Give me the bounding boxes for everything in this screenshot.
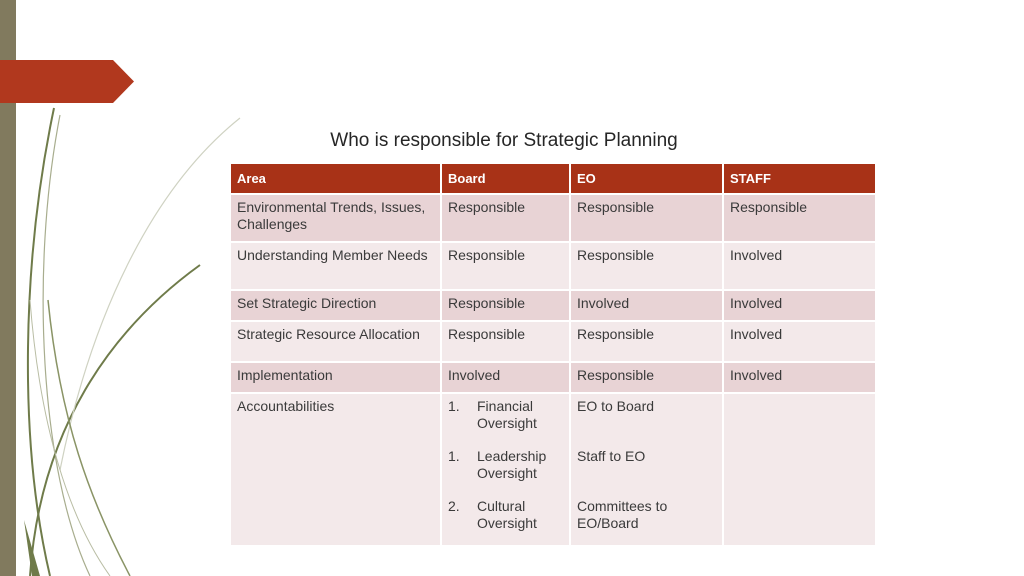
list-text: Cultural Oversight <box>477 498 537 531</box>
table-row <box>231 194 876 242</box>
cell-staff: Involved <box>723 362 876 393</box>
list-number: 1. <box>448 448 460 464</box>
cell-area: Environmental Trends, Issues, Challenges <box>231 194 441 242</box>
header-eo: EO <box>570 164 723 194</box>
eo-accountability: Staff to EO <box>577 448 646 464</box>
table-row-accountabilities <box>231 393 876 546</box>
cell-staff: Involved <box>723 242 876 290</box>
cell-area: Understanding Member Needs <box>231 242 441 290</box>
eo-accountability: Committees to EO/Board <box>577 498 668 531</box>
table-row <box>231 290 876 321</box>
list-item <box>448 398 563 432</box>
cell-board: Responsible <box>441 242 570 290</box>
cell-eo: Responsible <box>570 242 723 290</box>
cell-area: Strategic Resource Allocation <box>231 321 441 362</box>
responsibility-table <box>231 164 877 547</box>
header-staff: STAFF <box>723 164 876 194</box>
cell-board: Involved <box>441 362 570 393</box>
cell-staff: Involved <box>723 290 876 321</box>
cell-eo: Responsible <box>570 362 723 393</box>
list-item <box>448 448 563 482</box>
list-number: 1. <box>448 398 460 414</box>
cell-area: Implementation <box>231 362 441 393</box>
table-row <box>231 242 876 290</box>
cell-eo: Responsible <box>570 321 723 362</box>
cell-eo: Involved <box>570 290 723 321</box>
table-row <box>231 321 876 362</box>
table-row <box>231 362 876 393</box>
cell-board: Responsible <box>441 321 570 362</box>
cell-staff <box>723 393 876 546</box>
list-text: Leadership Oversight <box>477 448 547 481</box>
list-item <box>448 498 563 532</box>
cell-area: Accountabilities <box>231 393 441 546</box>
header-area: Area <box>231 164 441 194</box>
table-header-row <box>231 164 876 194</box>
cell-board-list <box>441 393 570 546</box>
header-board: Board <box>441 164 570 194</box>
cell-board: Responsible <box>441 290 570 321</box>
eo-accountability: EO to Board <box>577 398 655 414</box>
cell-staff: Involved <box>723 321 876 362</box>
cell-board: Responsible <box>441 194 570 242</box>
cell-area: Set Strategic Direction <box>231 290 441 321</box>
slide-title: Who is responsible for Strategic Planning <box>330 130 678 151</box>
cell-eo-list <box>570 393 723 546</box>
list-number: 2. <box>448 498 460 514</box>
list-text: Financial Oversight <box>477 398 537 431</box>
oversight-list <box>448 398 563 532</box>
cell-staff: Responsible <box>723 194 876 242</box>
cell-eo: Responsible <box>570 194 723 242</box>
